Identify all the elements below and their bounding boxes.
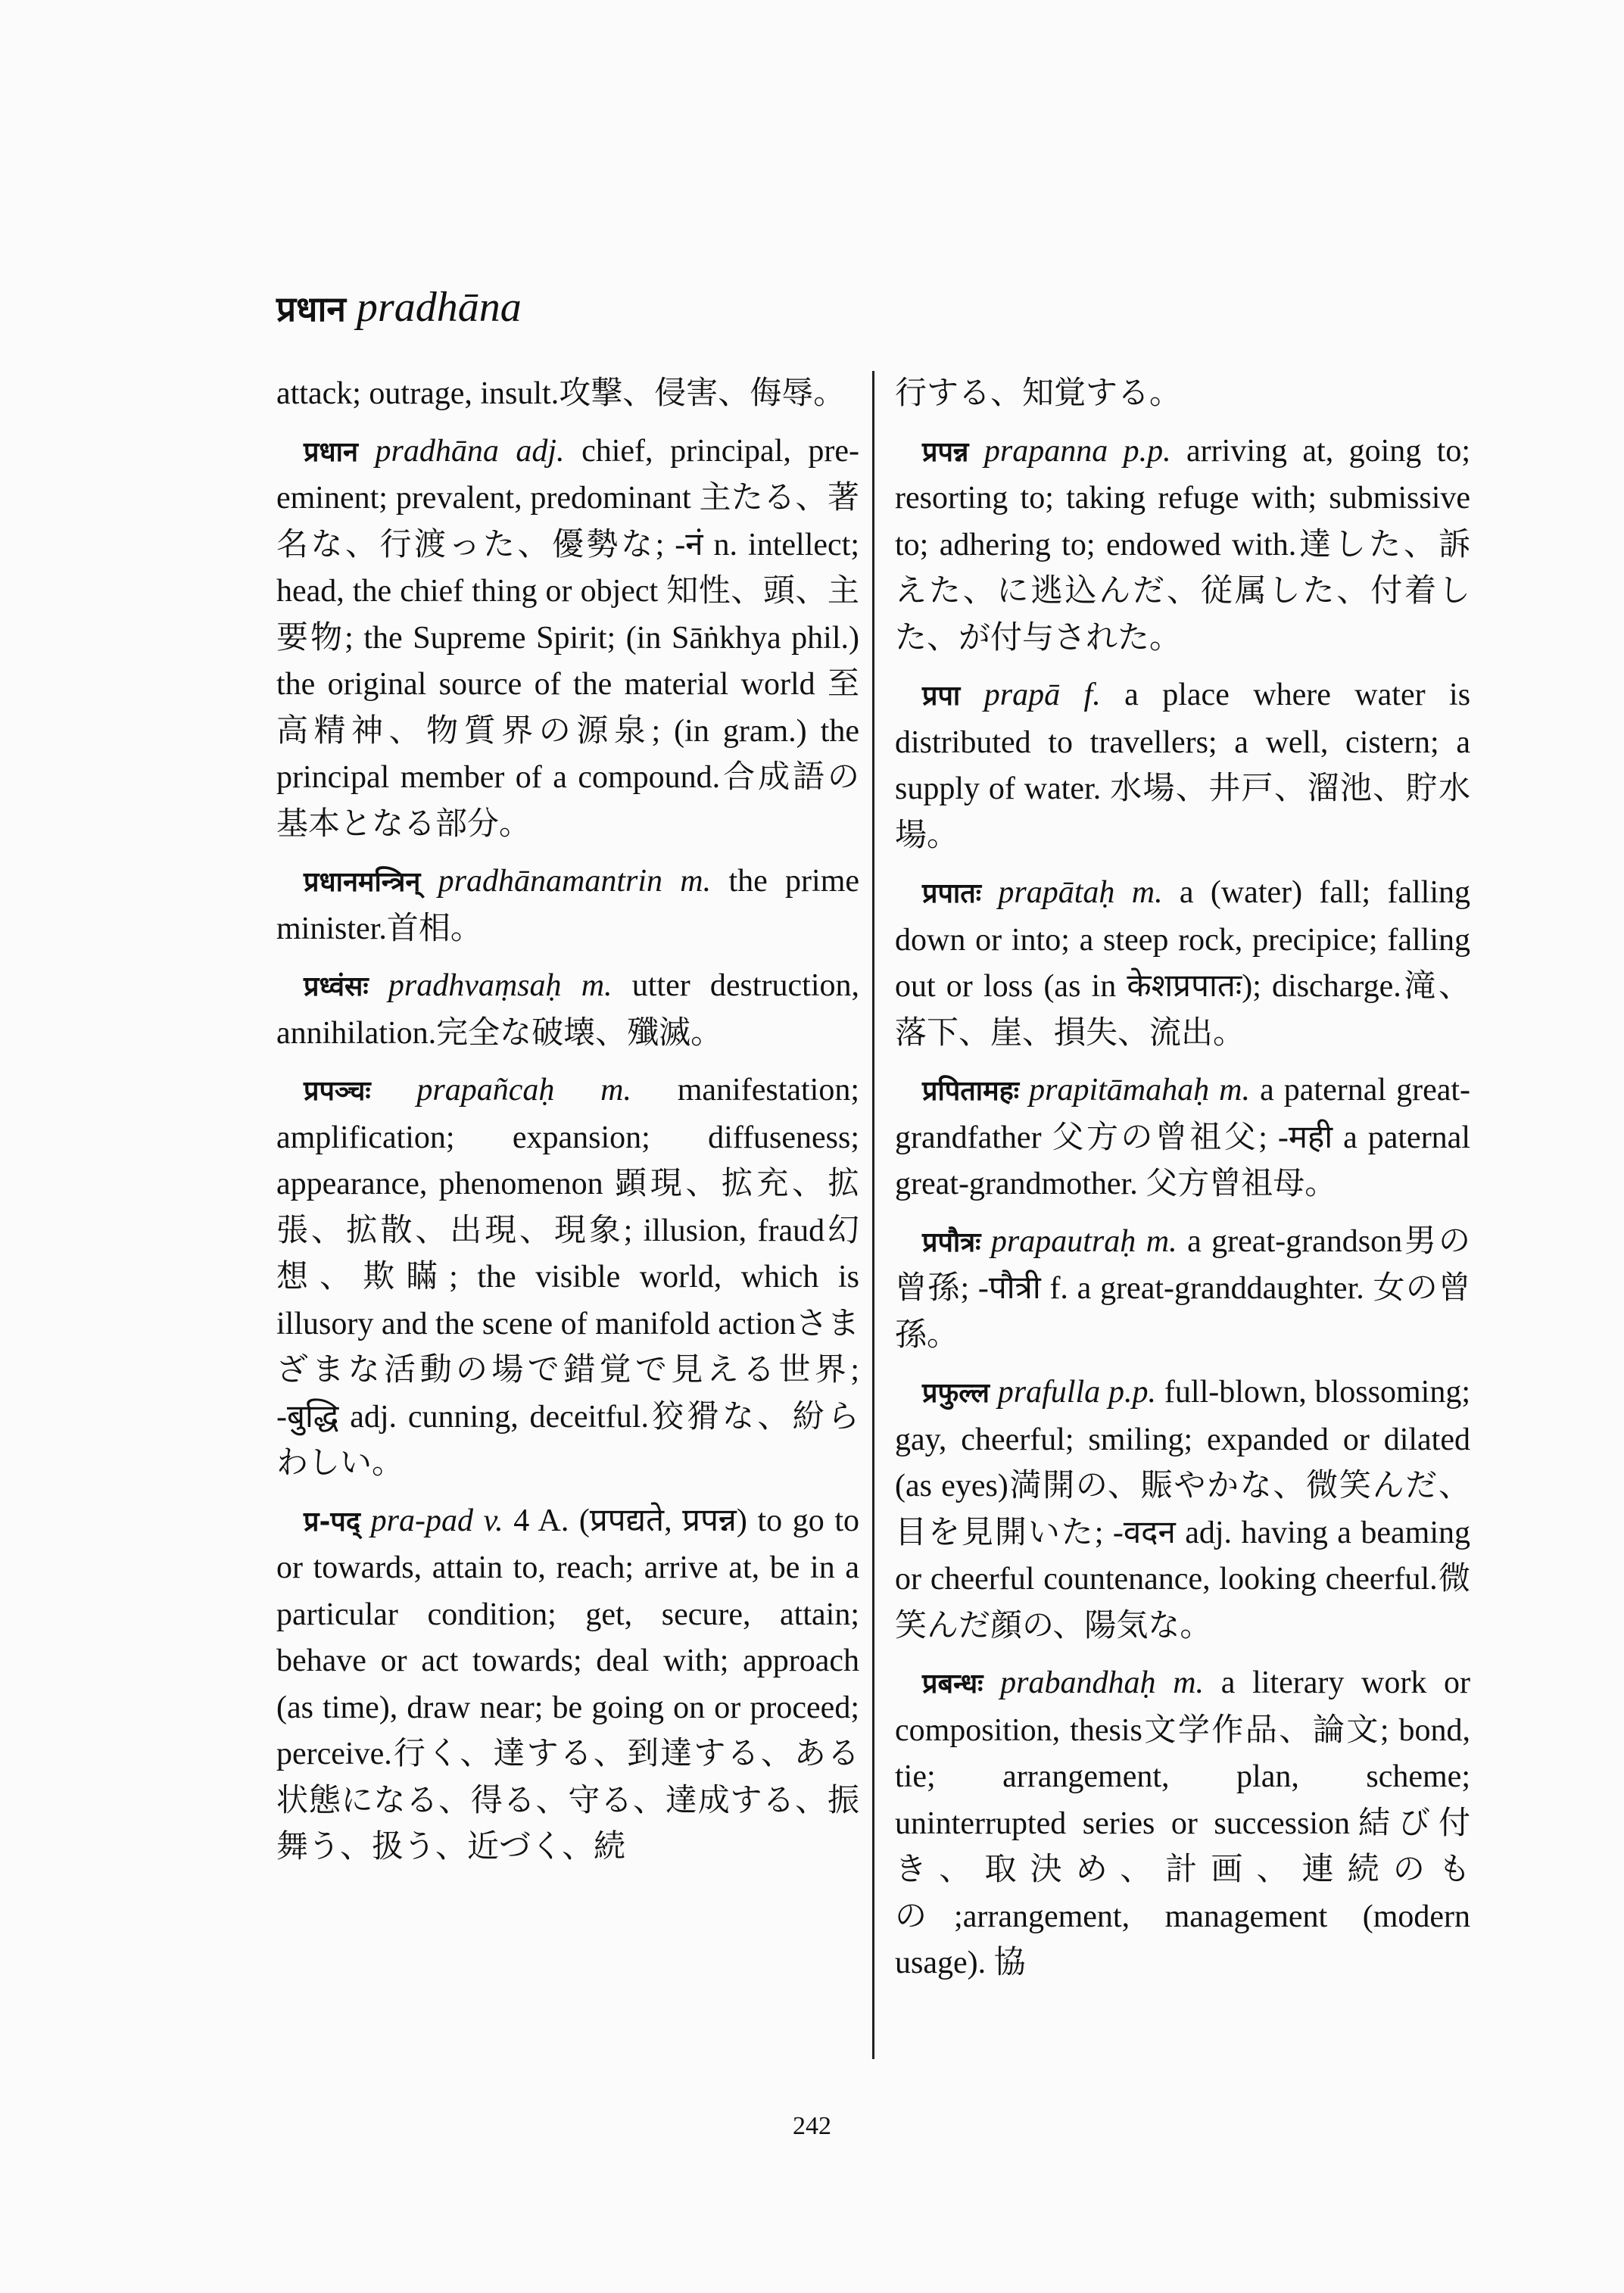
entry-transliteration: pradhvaṃsaḥ	[388, 968, 562, 1003]
column-divider	[872, 371, 874, 2059]
entry-part-of-speech: m.	[1219, 1073, 1251, 1108]
entry-definition: a (water) fall; falling down or into; a steep rock, precipice; falling out or loss (as in केशप्रपातः); discharge.滝、落下、崖、損失、流出。	[895, 875, 1471, 1051]
entry-headword: प्रपा	[922, 681, 961, 712]
entry-part-of-speech: f.	[1083, 678, 1101, 712]
entry-definition: a place where water is distributed to travellers; a well, cistern; a supply of water. 水場、井戸、溜池、貯水場。	[895, 678, 1471, 853]
entry-definition: attack; outrage, insult.攻撃、侵害、侮辱。	[276, 376, 846, 411]
continued-text	[276, 371, 859, 418]
entry-transliteration: pradhāna	[375, 433, 499, 469]
entry-headword: प्रपौत्रः	[922, 1226, 981, 1258]
entry-headword: प्र-पद्	[304, 1506, 360, 1537]
entry-part-of-speech: m.	[581, 968, 613, 1003]
entry-transliteration: pradhānamantrin	[438, 864, 662, 899]
entry-part-of-speech: p.p.	[1123, 433, 1171, 469]
dictionary-entry	[895, 1369, 1470, 1650]
dictionary-entry	[276, 963, 859, 1057]
header-romanized: pradhāna	[356, 284, 522, 331]
entry-headword: प्रपातः	[922, 878, 982, 909]
entry-definition: full-blown, blossoming; gay, cheerful; smiling; expanded or dilated (as eyes)満開の、賑やかな、微笑んだ、目を見開いた; -वदन adj. having a beaming or cheerful countenance, looking cheerful.微笑んだ顔の、陽気な。	[895, 1375, 1470, 1643]
entry-definition: a great-grandson男の曾孫; -पौत्री f. a great-granddaughter. 女の曾孫。	[895, 1223, 1471, 1353]
entry-definition: chief, principal, pre-eminent; prevalent, predominant 主たる、著名な、行渡った、優勢な; -नं n. intellect; head, the chief thing or object 知性、頭、主要物; the Supreme Spirit; (in Sāṅkhya phil.) the original source of the material world 至高精神、物質界の源泉; (in gram.) the principal member of a compound.合成語の基本となる部分。	[276, 433, 860, 842]
dictionary-entry	[895, 428, 1470, 662]
entry-headword: प्रपन्न	[922, 436, 969, 468]
entry-part-of-speech: p.p.	[1108, 1375, 1157, 1410]
entry-transliteration: prapanna	[983, 433, 1108, 469]
entry-definition: utter destruction, annihilation.完全な破壊、殲滅。	[276, 968, 860, 1051]
entry-transliteration: prapātaḥ	[998, 875, 1115, 910]
entry-part-of-speech: m.	[600, 1073, 631, 1108]
entry-transliteration: prabandhaḥ	[1000, 1665, 1156, 1700]
entry-definition: 4 A. (प्रपद्यते, प्रपन्न) to go to or towards, attain to, reach; arrive at, be in a particular condition; get, secure, attain; behave or act towards; deal with; approach (as time), draw near; be going on or proceed; perceive.行く、達する、到達する、ある状態になる、得る、守る、達成する、振舞う、扱う、近づく、続	[276, 1503, 860, 1865]
entry-transliteration: prapautraḥ	[990, 1223, 1136, 1259]
dictionary-entry	[895, 870, 1470, 1057]
dictionary-entry	[895, 672, 1470, 859]
entry-part-of-speech: v.	[483, 1503, 503, 1538]
dictionary-entry	[276, 428, 859, 849]
entry-transliteration: pra-pad	[370, 1503, 473, 1538]
entry-headword: प्रध्वंसः	[304, 971, 369, 1002]
dictionary-entry	[895, 1067, 1470, 1208]
entry-headword: प्रपितामहः	[922, 1076, 1020, 1107]
left-column	[276, 371, 859, 1882]
entry-definition: a literary work or composition, thesis文学作品、論文; bond, tie; arrangement, plan, scheme; uninterrupted series or succession結び付き、取決め、計画、連続のもの;arrangement, management (modern usage). 協	[895, 1665, 1471, 1980]
entry-definition: manifestation; amplification; expansion; diffuseness; appearance, phenomenon 顕現、拡充、拡張、拡散、出現、現象; illusion, fraud幻想、欺瞞; the visible world, which is illusory and the scene of manifold actionさまざまな活動の場で錯覚で見える世界; -बुद्धि adj. cunning, deceitful.狡猾な、紛らわしい。	[276, 1073, 860, 1481]
entry-headword: प्रपञ्चः	[304, 1076, 371, 1107]
dictionary-entry	[895, 1660, 1470, 1987]
entry-transliteration: prapañcaḥ	[416, 1073, 555, 1108]
entry-part-of-speech: adj.	[516, 433, 565, 469]
entry-headword: प्रफुल्ल	[922, 1378, 990, 1409]
entry-definition: a paternal great-grandfather 父方の曾祖父; -मही a paternal great-grandmother. 父方曾祖母。	[895, 1073, 1471, 1201]
dictionary-entry	[276, 1498, 859, 1871]
entry-headword: प्रधानमन्त्रिन्	[304, 867, 421, 898]
page-number: 242	[793, 2112, 831, 2140]
entry-transliteration: prafulla	[997, 1375, 1101, 1410]
running-header	[276, 286, 522, 329]
header-devanagari: प्रधान	[276, 288, 346, 329]
entry-part-of-speech: m.	[1146, 1223, 1177, 1259]
entry-part-of-speech: m.	[1173, 1665, 1205, 1700]
entry-headword: प्रधान	[304, 436, 358, 468]
continued-text	[895, 371, 1470, 418]
entry-headword: प्रबन्धः	[922, 1668, 983, 1699]
entry-definition: 行する、知覚する。	[895, 376, 1182, 411]
entry-transliteration: prapā	[983, 678, 1061, 712]
dictionary-entry	[276, 1067, 859, 1488]
entry-part-of-speech: m.	[680, 864, 712, 899]
entry-transliteration: prapitāmahaḥ	[1029, 1073, 1210, 1108]
entry-definition: arriving at, going to; resorting to; taking refuge with; submissive to; adhering to; endowed with.達した、訴えた、に逃込んだ、従属した、付着した、が付与された。	[895, 433, 1471, 656]
entry-part-of-speech: m.	[1131, 875, 1163, 910]
right-column	[895, 371, 1470, 1998]
entry-definition: the prime minister.首相。	[276, 864, 860, 946]
dictionary-entry	[895, 1219, 1470, 1360]
dictionary-entry	[276, 858, 859, 952]
